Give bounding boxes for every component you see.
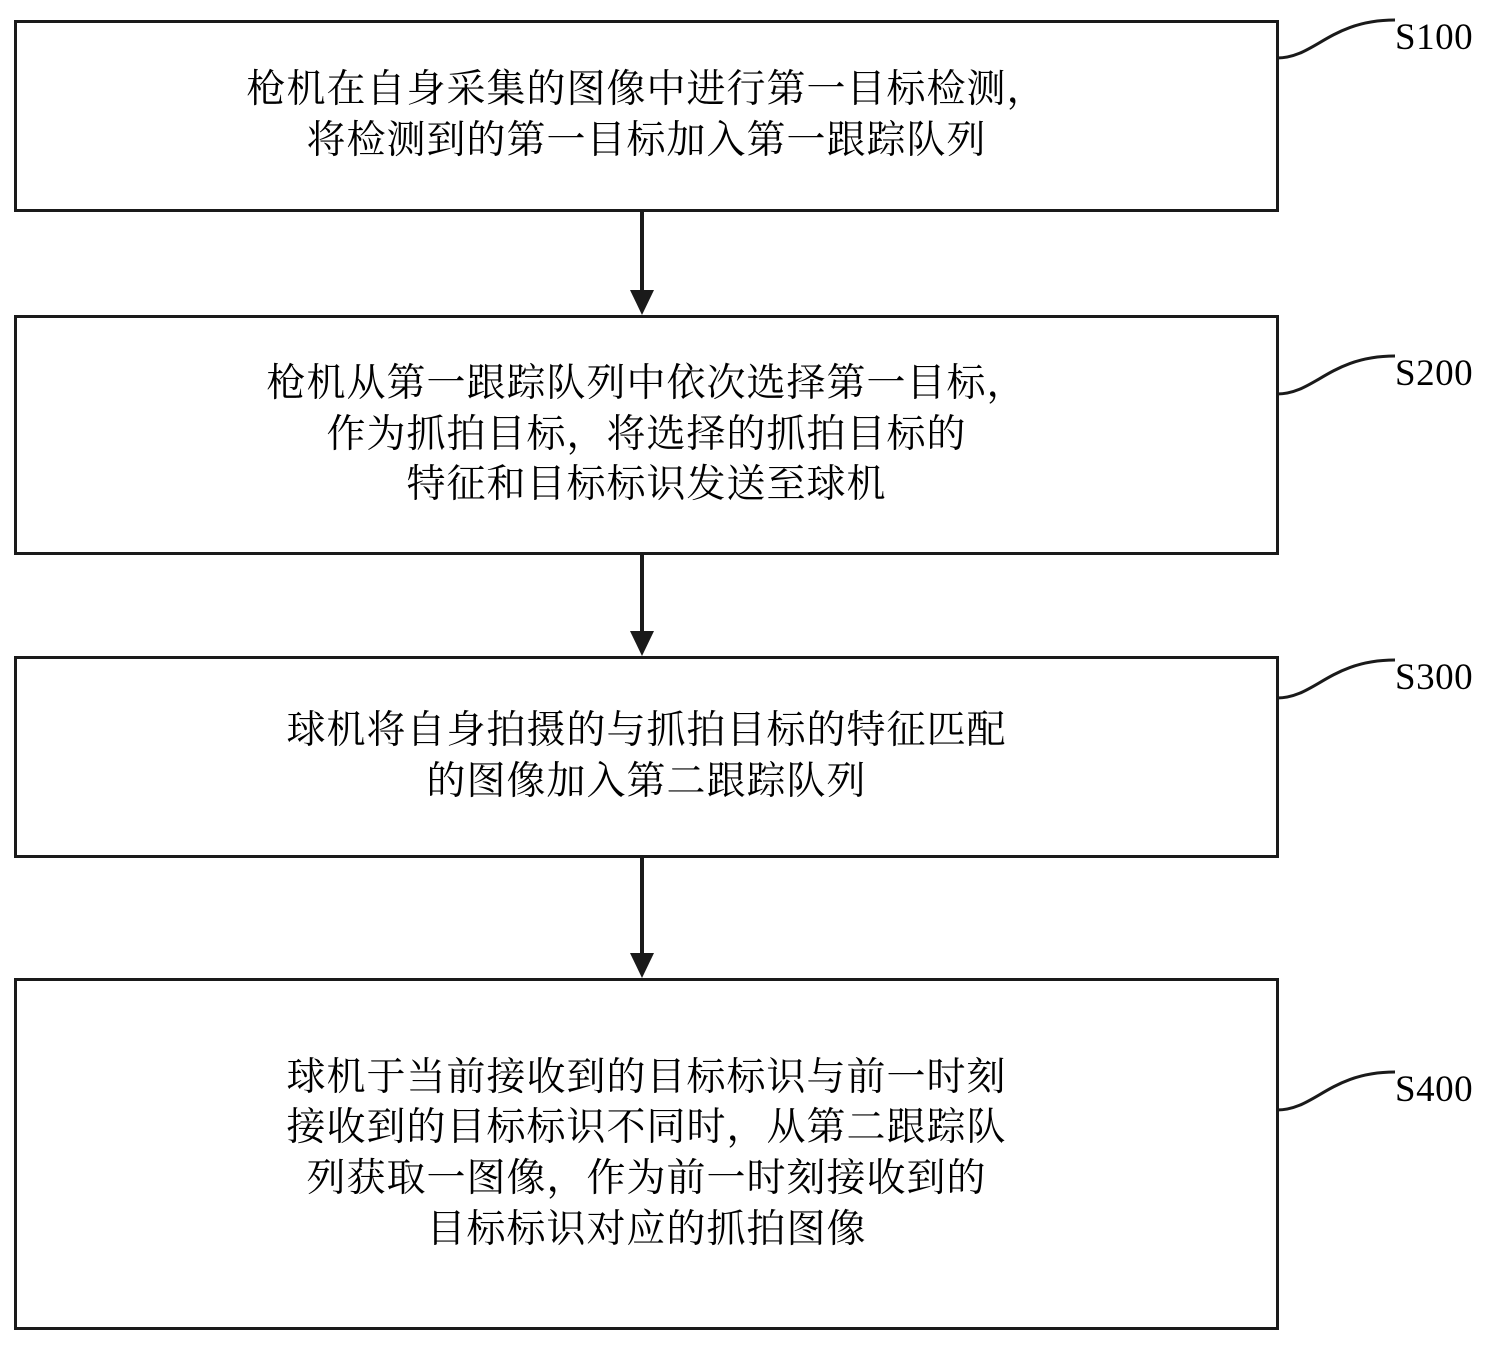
- flow-step-s400-label: S400: [1395, 1069, 1474, 1110]
- leader-line-s100: [1275, 8, 1405, 68]
- down-arrow-icon-1: [612, 212, 672, 315]
- flow-step-s100-text: 枪机在自身采集的图像中进行第一目标检测， 将检测到的第一目标加入第一跟踪队列: [246, 68, 1047, 162]
- flow-step-s200-text: 枪机从第一跟踪队列中依次选择第一目标， 作为抓拍目标，将选择的抓拍目标的 特征和目标标识发送至球机: [266, 361, 1027, 507]
- flow-step-s200[interactable]: [14, 315, 1279, 555]
- leader-line-s200: [1275, 344, 1405, 404]
- flow-step-s400-text: 球机于当前接收到的目标标识与前一时刻 接收到的目标标识不同时，从第二跟踪队 列获取一图像，作为前一时刻接收到的 目标标识对应的抓拍图像: [286, 1055, 1007, 1251]
- flow-step-s300[interactable]: [14, 656, 1279, 858]
- down-arrow-icon-3: [612, 858, 672, 978]
- leader-line-s300: [1275, 648, 1405, 708]
- flow-step-s400[interactable]: [14, 978, 1279, 1330]
- flow-step-s200-label: S200: [1395, 353, 1474, 394]
- flow-step-s100-label: S100: [1395, 17, 1474, 58]
- flow-step-s300-text: 球机将自身拍摄的与抓拍目标的特征匹配 的图像加入第二跟踪队列: [286, 709, 1007, 803]
- leader-line-s400: [1275, 1060, 1405, 1120]
- down-arrow-icon-2: [612, 555, 672, 656]
- flow-step-s300-label: S300: [1395, 657, 1474, 698]
- flow-step-s100[interactable]: [14, 20, 1279, 212]
